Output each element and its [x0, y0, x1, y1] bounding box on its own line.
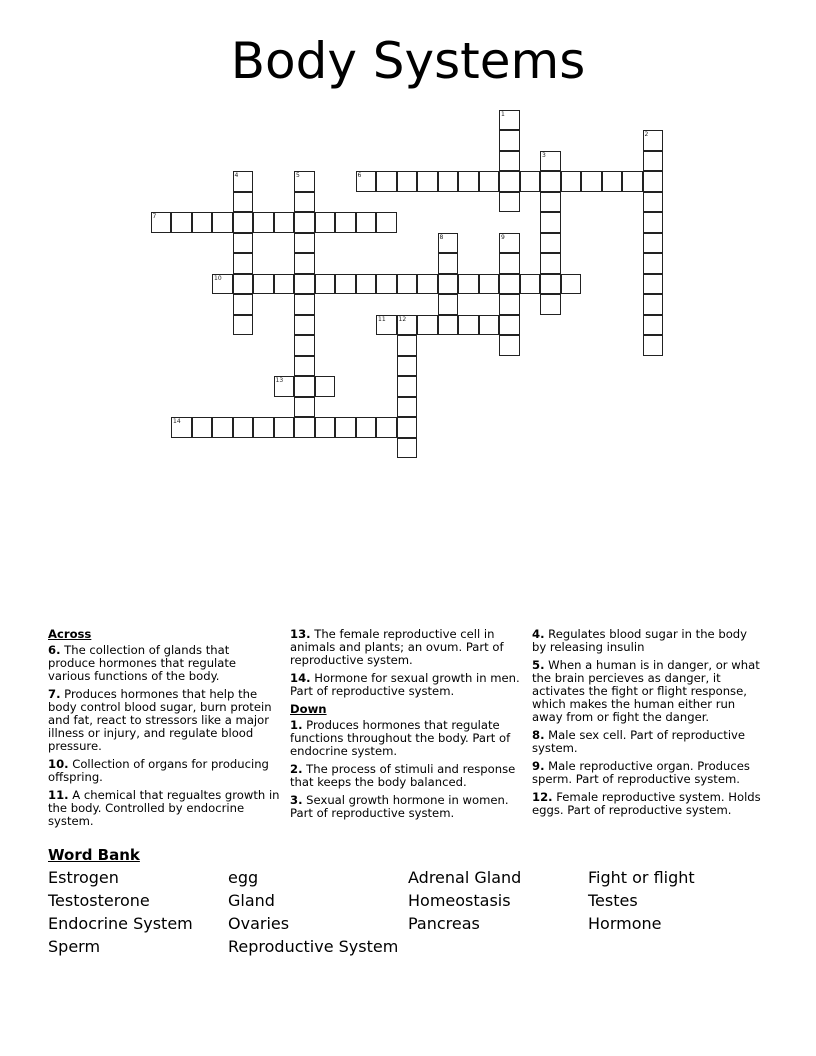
grid-cell[interactable]: [192, 417, 213, 438]
grid-cell[interactable]: [622, 171, 643, 192]
grid-cell[interactable]: [643, 335, 664, 356]
grid-cell[interactable]: [294, 294, 315, 315]
grid-cell[interactable]: [438, 315, 459, 336]
grid-cell[interactable]: [417, 315, 438, 336]
grid-cell[interactable]: [376, 315, 397, 336]
grid-cell[interactable]: [499, 171, 520, 192]
grid-cell[interactable]: [438, 253, 459, 274]
grid-cell[interactable]: [643, 130, 664, 151]
grid-cell[interactable]: [479, 171, 500, 192]
grid-cell[interactable]: [192, 212, 213, 233]
clue-across-11: 11. A chemical that regualtes growth in the body. Controlled by endocrine system.: [48, 788, 280, 828]
word-bank-heading: Word Bank: [48, 846, 140, 864]
clue-down-9: 9. Male reproductive organ. Produces sperm. Part of reproductive system.: [532, 759, 750, 786]
grid-cell[interactable]: [294, 417, 315, 438]
grid-cell[interactable]: [397, 274, 418, 295]
grid-cell[interactable]: [643, 171, 664, 192]
clue-number: 9: [501, 233, 505, 241]
grid-cell[interactable]: [397, 171, 418, 192]
grid-cell[interactable]: [274, 376, 295, 397]
grid-cell[interactable]: [540, 233, 561, 254]
grid-cell[interactable]: [561, 274, 582, 295]
clue-number: 8: [439, 233, 444, 241]
clue-across-10: 10. Collection of organs for producing offspring.: [48, 757, 269, 784]
grid-cell[interactable]: [233, 315, 254, 336]
grid-cell[interactable]: [274, 417, 295, 438]
grid-cell[interactable]: [294, 356, 315, 377]
clue-across-6: 6. The collection of glands that produce hormones that regulate various functions of the body.: [48, 643, 237, 683]
grid-cell[interactable]: [643, 212, 664, 233]
grid-cell[interactable]: [499, 110, 520, 131]
clue-down-4: 4. Regulates blood sugar in the body by releasing insulin: [532, 627, 748, 654]
clue-across-7: 7. Produces hormones that help the body control blood sugar, burn protein and fat, react to stressors like a major illness or injury, and regulate blood pressure.: [48, 687, 272, 753]
grid-cell[interactable]: [253, 274, 274, 295]
grid-cell[interactable]: [315, 212, 336, 233]
grid-cell[interactable]: [499, 253, 520, 274]
grid-cell[interactable]: [499, 151, 520, 172]
clue-number: 7: [152, 213, 157, 220]
grid-cell[interactable]: [499, 274, 520, 295]
grid-cell[interactable]: [602, 171, 623, 192]
word-bank-item: Fight or flight: [588, 868, 695, 887]
grid-cell[interactable]: [499, 335, 520, 356]
grid-cell[interactable]: [274, 274, 295, 295]
grid-cell[interactable]: [376, 417, 397, 438]
word-bank-column-4: [588, 866, 695, 935]
grid-cell[interactable]: [499, 192, 520, 213]
grid-cell[interactable]: [397, 335, 418, 356]
grid-cell[interactable]: [520, 171, 541, 192]
grid-cell[interactable]: [561, 171, 582, 192]
grid-cell[interactable]: [315, 376, 336, 397]
grid-cell[interactable]: [540, 192, 561, 213]
clue-down-12: 12. Female reproductive system. Holds eggs. Part of reproductive system.: [532, 790, 761, 817]
grid-cell[interactable]: [212, 212, 233, 233]
grid-cell[interactable]: [438, 294, 459, 315]
clue-number: 4: [234, 172, 239, 179]
grid-cell[interactable]: [540, 274, 561, 295]
grid-cell[interactable]: [397, 417, 418, 438]
clue-across-13: 13. The female reproductive cell in animals and plants; an ovum. Part of reproductive system.: [290, 627, 504, 667]
grid-cell[interactable]: [253, 417, 274, 438]
grid-cell[interactable]: [233, 233, 254, 254]
grid-cell[interactable]: [438, 233, 459, 254]
word-bank-item: Estrogen: [48, 868, 119, 887]
grid-cell[interactable]: [233, 253, 254, 274]
grid-cell[interactable]: [479, 274, 500, 295]
grid-cell[interactable]: [643, 233, 664, 254]
word-bank-item: Hormone: [588, 914, 662, 933]
grid-cell[interactable]: [294, 335, 315, 356]
grid-cell[interactable]: [335, 417, 356, 438]
grid-cell[interactable]: [581, 171, 602, 192]
word-bank-item: Ovaries: [228, 914, 290, 933]
grid-cell[interactable]: [376, 274, 397, 295]
word-bank-column-2: [228, 866, 398, 958]
word-bank-item: Pancreas: [408, 914, 480, 933]
grid-cell[interactable]: [294, 192, 315, 213]
grid-cell[interactable]: [233, 212, 254, 233]
grid-cell[interactable]: [294, 212, 315, 233]
grid-cell[interactable]: [397, 315, 418, 336]
grid-cell[interactable]: [233, 417, 254, 438]
grid-cell[interactable]: [397, 397, 418, 418]
clue-down-3: 3. Sexual growth hormone in women. Part of reproductive system.: [290, 793, 509, 820]
word-bank-item: Adrenal Gland: [408, 868, 522, 887]
grid-cell[interactable]: [233, 274, 254, 295]
clue-number: 1: [501, 110, 505, 118]
grid-cell[interactable]: [356, 417, 377, 438]
grid-cell[interactable]: [499, 315, 520, 336]
grid-cell[interactable]: [397, 438, 418, 459]
grid-cell[interactable]: [458, 315, 479, 336]
grid-cell[interactable]: [643, 315, 664, 336]
grid-cell[interactable]: [171, 417, 192, 438]
clue-number: 10: [214, 274, 222, 282]
grid-cell[interactable]: [335, 274, 356, 295]
grid-cell[interactable]: [540, 171, 561, 192]
grid-cell[interactable]: [356, 171, 377, 192]
clue-number: 13: [275, 377, 284, 384]
word-bank-item: egg: [228, 868, 259, 887]
word-bank-item: Sperm: [48, 937, 101, 956]
grid-cell[interactable]: [479, 315, 500, 336]
grid-cell[interactable]: [438, 274, 459, 295]
grid-cell[interactable]: [294, 233, 315, 254]
grid-cell[interactable]: [458, 274, 479, 295]
clue-across-14: 14. Hormone for sexual growth in men. Part of reproductive system.: [290, 671, 520, 698]
grid-cell[interactable]: [643, 151, 664, 172]
grid-cell[interactable]: [294, 274, 315, 295]
clue-number: 12: [398, 315, 407, 323]
grid-cell[interactable]: [458, 171, 479, 192]
grid-cell[interactable]: [520, 274, 541, 295]
grid-cell[interactable]: [499, 233, 520, 254]
grid-cell[interactable]: [171, 212, 192, 233]
grid-cell[interactable]: [499, 294, 520, 315]
clue-down-2: 2. The process of stimuli and response that keeps the body balanced.: [290, 762, 516, 789]
grid-cell[interactable]: [356, 212, 377, 233]
grid-cell[interactable]: [397, 376, 418, 397]
clue-down-5: 5. When a human is in danger, or what the brain percieves as danger, it activates the fight or flight response, which makes the human either run away from or fight the danger.: [532, 658, 760, 724]
grid-cell[interactable]: [212, 274, 233, 295]
clue-number: 3: [542, 151, 546, 159]
grid-cell[interactable]: [376, 171, 397, 192]
grid-cell[interactable]: [540, 294, 561, 315]
grid-cell[interactable]: [315, 417, 336, 438]
grid-cell[interactable]: [212, 417, 233, 438]
grid-cell[interactable]: [397, 356, 418, 377]
grid-cell[interactable]: [294, 171, 315, 192]
grid-cell[interactable]: [253, 212, 274, 233]
clues-column-3: [532, 628, 762, 822]
clue-down-8: 8. Male sex cell. Part of reproductive system.: [532, 728, 746, 755]
word-bank-item: Testosterone: [48, 891, 150, 910]
grid-cell[interactable]: [335, 212, 356, 233]
clue-number: 14: [173, 418, 181, 425]
grid-cell[interactable]: [540, 253, 561, 274]
grid-cell[interactable]: [540, 212, 561, 233]
grid-cell[interactable]: [417, 274, 438, 295]
clue-number: 5: [296, 172, 300, 179]
clue-down-1: 1. Produces hormones that regulate functions throughout the body. Part of endocrine system.: [290, 718, 511, 758]
page-title: Body Systems: [230, 32, 586, 90]
grid-cell[interactable]: [376, 212, 397, 233]
grid-cell[interactable]: [294, 397, 315, 418]
grid-cell[interactable]: [233, 294, 254, 315]
grid-cell[interactable]: [151, 212, 172, 233]
grid-cell[interactable]: [643, 274, 664, 295]
grid-cell[interactable]: [315, 274, 336, 295]
grid-cell[interactable]: [417, 171, 438, 192]
grid-cell[interactable]: [294, 315, 315, 336]
word-bank-column-1: [48, 866, 193, 958]
down-heading: Down: [290, 702, 327, 716]
grid-cell[interactable]: [540, 151, 561, 172]
grid-cell[interactable]: [356, 274, 377, 295]
grid-cell[interactable]: [499, 130, 520, 151]
grid-cell[interactable]: [438, 171, 459, 192]
grid-cell[interactable]: [643, 294, 664, 315]
clues-column-1: [48, 628, 280, 833]
word-bank-item: Testes: [588, 891, 638, 910]
grid-cell[interactable]: [643, 192, 664, 213]
clues-column-2: [290, 628, 526, 825]
across-heading: Across: [48, 627, 92, 641]
grid-cell[interactable]: [294, 376, 315, 397]
clue-number: 6: [357, 172, 362, 179]
word-bank-item: Reproductive System: [228, 937, 399, 956]
word-bank-item: Gland: [228, 891, 275, 910]
grid-cell[interactable]: [233, 171, 254, 192]
grid-cell[interactable]: [294, 253, 315, 274]
clue-number: 2: [644, 131, 649, 138]
grid-cell[interactable]: [233, 192, 254, 213]
clue-number: 11: [378, 315, 386, 323]
word-bank-item: Homeostasis: [408, 891, 511, 910]
word-bank-column-3: [408, 866, 521, 935]
grid-cell[interactable]: [274, 212, 295, 233]
word-bank-item: Endocrine System: [48, 914, 193, 933]
grid-cell[interactable]: [643, 253, 664, 274]
